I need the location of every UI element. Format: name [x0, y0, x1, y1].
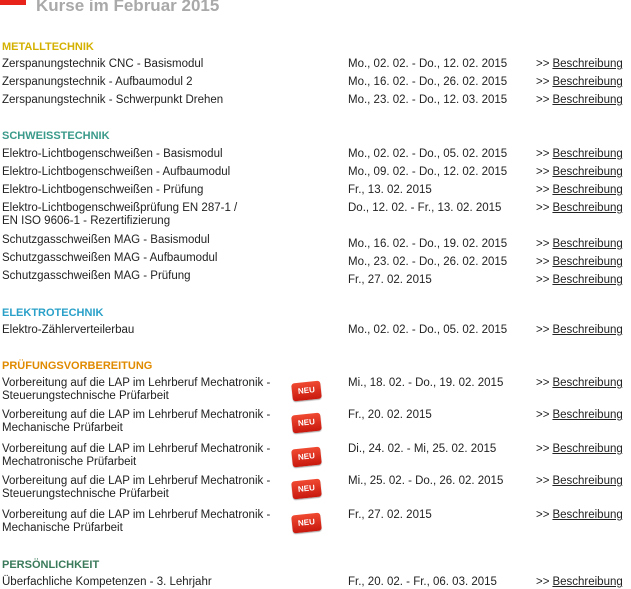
- course-name: Elektro-Zählerverteilerbau: [2, 324, 135, 336]
- description-link[interactable]: Beschreibung: [552, 377, 623, 389]
- course-date: Fr., 27. 02. 2015: [348, 509, 432, 521]
- description-link[interactable]: Beschreibung: [552, 166, 623, 178]
- course-name: Zerspanungstechnik - Aufbaumodul 2: [2, 76, 193, 88]
- course-name: Schutzgasschweißen MAG - Prüfung: [2, 270, 191, 282]
- section-heading: PRÜFUNGSVORBEREITUNG: [2, 360, 153, 372]
- section-heading: SCHWEISSTECHNIK: [2, 130, 110, 142]
- description-link-group: [536, 576, 623, 589]
- description-link-group: [536, 324, 623, 337]
- link-arrows: >>: [536, 76, 550, 88]
- link-arrows: >>: [536, 475, 550, 487]
- course-date: Mo., 02. 02. - Do., 12. 02. 2015: [348, 58, 508, 70]
- course-name: Zerspanungstechnik - Schwerpunkt Drehen: [2, 94, 224, 106]
- course-name: Vorbereitung auf die LAP im Lehrberuf Mechatronik - Mechanische Prüfarbeit: [2, 509, 271, 534]
- link-arrows: >>: [536, 166, 550, 178]
- description-link-group: [536, 509, 623, 522]
- description-link-group: [536, 148, 623, 161]
- course-name: Überfachliche Kompetenzen - 3. Lehrjahr: [2, 576, 212, 588]
- new-badge: NEU: [291, 513, 322, 534]
- description-link-group: [536, 475, 623, 488]
- description-link-group: [536, 238, 623, 251]
- description-link-group: [536, 202, 623, 215]
- description-link-group: [536, 166, 623, 179]
- link-arrows: >>: [536, 274, 550, 286]
- course-name: Schutzgasschweißen MAG - Aufbaumodul: [2, 252, 218, 264]
- course-name: Vorbereitung auf die LAP im Lehrberuf Mechatronik - Steuerungstechnische Prüfarbeit: [2, 377, 271, 402]
- new-badge: NEU: [291, 447, 322, 468]
- course-date: Mo., 23. 02. - Do., 12. 03. 2015: [348, 94, 508, 106]
- description-link[interactable]: Beschreibung: [552, 324, 623, 336]
- course-date: Mo., 23. 02. - Do., 26. 02. 2015: [348, 256, 508, 268]
- description-link[interactable]: Beschreibung: [552, 274, 623, 286]
- course-date: Fr., 27. 02. 2015: [348, 274, 432, 286]
- link-arrows: >>: [536, 256, 550, 268]
- link-arrows: >>: [536, 148, 550, 160]
- course-date: Di., 24. 02. - Mi, 25. 02. 2015: [348, 443, 497, 455]
- new-badge: NEU: [291, 413, 322, 434]
- course-name: Elektro-Lichtbogenschweißen - Basismodul: [2, 148, 223, 160]
- course-name: Elektro-Lichtbogenschweißen - Aufbaumodul: [2, 166, 231, 178]
- course-date: Fr., 13. 02. 2015: [348, 184, 432, 196]
- course-date: Do., 12. 02. - Fr., 13. 02. 2015: [348, 202, 502, 214]
- course-date: Fr., 20. 02. 2015: [348, 409, 432, 421]
- course-date: Mi., 18. 02. - Do., 19. 02. 2015: [348, 377, 504, 389]
- description-link-group: [536, 274, 623, 287]
- description-link[interactable]: Beschreibung: [552, 475, 623, 487]
- course-date: Mo., 02. 02. - Do., 05. 02. 2015: [348, 324, 508, 336]
- course-date: Fr., 20. 02. - Fr., 06. 03. 2015: [348, 576, 497, 588]
- course-date: Mo., 02. 02. - Do., 05. 02. 2015: [348, 148, 508, 160]
- new-badge: NEU: [291, 381, 322, 402]
- description-link-group: [536, 58, 623, 71]
- course-name: Vorbereitung auf die LAP im Lehrberuf Mechatronik - Mechanische Prüfarbeit: [2, 409, 271, 434]
- description-link[interactable]: Beschreibung: [552, 409, 623, 421]
- description-link[interactable]: Beschreibung: [552, 148, 623, 160]
- description-link-group: [536, 443, 623, 456]
- section-heading: PERSÖNLICHKEIT: [2, 559, 100, 571]
- description-link[interactable]: Beschreibung: [552, 76, 623, 88]
- description-link[interactable]: Beschreibung: [552, 576, 623, 588]
- description-link-group: [536, 94, 623, 107]
- link-arrows: >>: [536, 94, 550, 106]
- description-link[interactable]: Beschreibung: [552, 184, 623, 196]
- description-link[interactable]: Beschreibung: [552, 443, 623, 455]
- red-accent-bar: [0, 0, 26, 5]
- course-name: Zerspanungstechnik CNC - Basismodul: [2, 58, 204, 70]
- section-heading: ELEKTROTECHNIK: [2, 307, 104, 319]
- description-link[interactable]: Beschreibung: [552, 94, 623, 106]
- link-arrows: >>: [536, 238, 550, 250]
- description-link-group: [536, 184, 623, 197]
- course-name: Vorbereitung auf die LAP im Lehrberuf Mechatronik - Steuerungstechnische Prüfarbeit: [2, 475, 271, 500]
- description-link[interactable]: Beschreibung: [552, 202, 623, 214]
- page-title: Kurse im Februar 2015: [36, 0, 220, 15]
- description-link-group: [536, 256, 623, 269]
- link-arrows: >>: [536, 443, 550, 455]
- link-arrows: >>: [536, 509, 550, 521]
- new-badge: NEU: [291, 479, 322, 500]
- course-name: Elektro-Lichtbogenschweißen - Prüfung: [2, 184, 204, 196]
- course-date: Mo., 16. 02. - Do., 19. 02. 2015: [348, 238, 508, 250]
- description-link[interactable]: Beschreibung: [552, 238, 623, 250]
- description-link[interactable]: Beschreibung: [552, 256, 623, 268]
- link-arrows: >>: [536, 377, 550, 389]
- link-arrows: >>: [536, 409, 550, 421]
- course-date: Mi., 25. 02. - Do., 26. 02. 2015: [348, 475, 504, 487]
- link-arrows: >>: [536, 576, 550, 588]
- description-link[interactable]: Beschreibung: [552, 509, 623, 521]
- course-date: Mo., 16. 02. - Do., 26. 02. 2015: [348, 76, 508, 88]
- link-arrows: >>: [536, 324, 550, 336]
- link-arrows: >>: [536, 202, 550, 214]
- course-name: Elektro-Lichtbogenschweißprüfung EN 287-1 / EN ISO 9606-1 - Rezertifizierung: [2, 202, 238, 227]
- course-date: Mo., 09. 02. - Do., 12. 02. 2015: [348, 166, 508, 178]
- link-arrows: >>: [536, 58, 550, 70]
- section-heading: METALLTECHNIK: [2, 41, 94, 53]
- course-name: Schutzgasschweißen MAG - Basismodul: [2, 234, 210, 246]
- description-link[interactable]: Beschreibung: [552, 58, 623, 70]
- description-link-group: [536, 76, 623, 89]
- description-link-group: [536, 377, 623, 390]
- link-arrows: >>: [536, 184, 550, 196]
- course-name: Vorbereitung auf die LAP im Lehrberuf Mechatronik - Mechatronische Prüfarbeit: [2, 443, 271, 468]
- description-link-group: [536, 409, 623, 422]
